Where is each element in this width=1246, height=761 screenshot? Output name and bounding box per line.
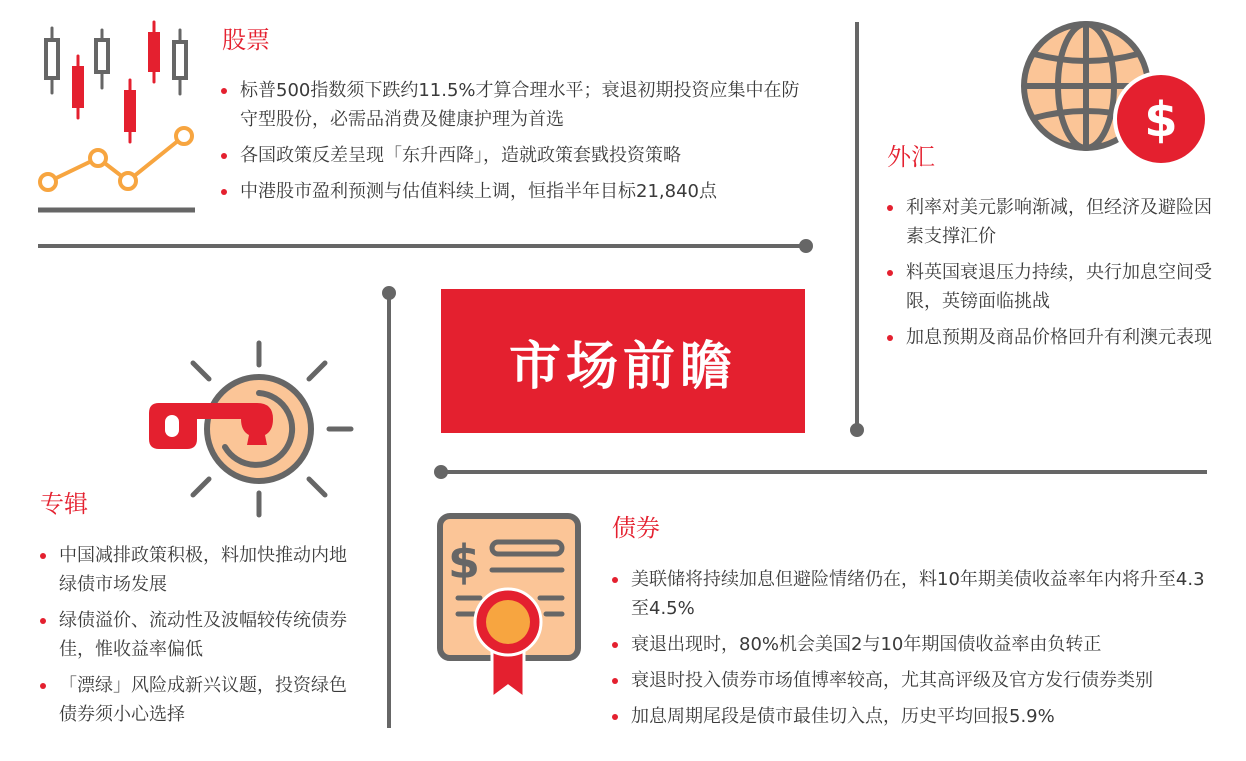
special-bullet-2: 绿债溢价、流动性及波幅较传统债券佳，惟收益率偏低 <box>39 606 359 664</box>
bonds-bullet-list <box>611 565 1216 738</box>
candlestick-chart-icon <box>36 18 201 218</box>
globe-dollar-icon <box>1018 18 1213 168</box>
stocks-bullet-2: 各国政策反差呈现「东升西降」，造就政策套戥投资策略 <box>220 141 815 170</box>
stocks-bullet-3: 中港股市盈利预测与估值料续上调，恒指半年目标21,840点 <box>220 177 815 206</box>
fx-bullet-1: 利率对美元影响渐减，但经济及避险因素支撑汇价 <box>886 193 1221 251</box>
bonds-bullet-4: 加息周期尾段是债市最佳切入点，历史平均回报5.9% <box>611 702 1216 731</box>
special-bullet-3: 「漂绿」风险成新兴议题，投资绿色债券须小心选择 <box>39 671 359 729</box>
fx-bullet-3: 加息预期及商品价格回升有利澳元表现 <box>886 323 1221 352</box>
stocks-title: 股票 <box>222 26 270 54</box>
hero-title: 市场前瞻 <box>508 336 737 397</box>
special-title: 专辑 <box>40 490 88 518</box>
stocks-bullet-1: 标普500指数须下跌约11.5%才算合理水平；衰退初期投资应集中在防守型股份，必需品消费及健康护理为首选 <box>220 76 815 134</box>
fx-bullet-2: 料英国衰退压力持续，央行加息空间受限，英镑面临挑战 <box>886 258 1221 316</box>
bonds-title: 债券 <box>612 514 660 542</box>
bonds-bullet-1: 美联储将持续加息但避险情绪仍在，料10年期美债收益率年内将升至4.3至4.5% <box>611 565 1216 623</box>
special-bullet-list <box>39 541 359 736</box>
fx-title: 外汇 <box>887 143 935 171</box>
hero-banner <box>441 289 805 433</box>
svg-text:$: $ <box>1144 92 1178 148</box>
fx-bullet-list <box>886 193 1221 359</box>
bond-certificate-icon <box>436 512 586 702</box>
bonds-bullet-2: 衰退出现时，80%机会美国2与10年期国债收益率由负转正 <box>611 630 1216 659</box>
special-bullet-1: 中国减排政策积极，料加快推动内地绿债市场发展 <box>39 541 359 599</box>
stocks-bullet-list <box>220 76 815 213</box>
key-icon <box>145 335 355 525</box>
svg-text:$: $ <box>447 535 481 589</box>
bonds-bullet-3: 衰退时投入债券市场值博率较高，尤其高评级及官方发行债券类别 <box>611 666 1216 695</box>
